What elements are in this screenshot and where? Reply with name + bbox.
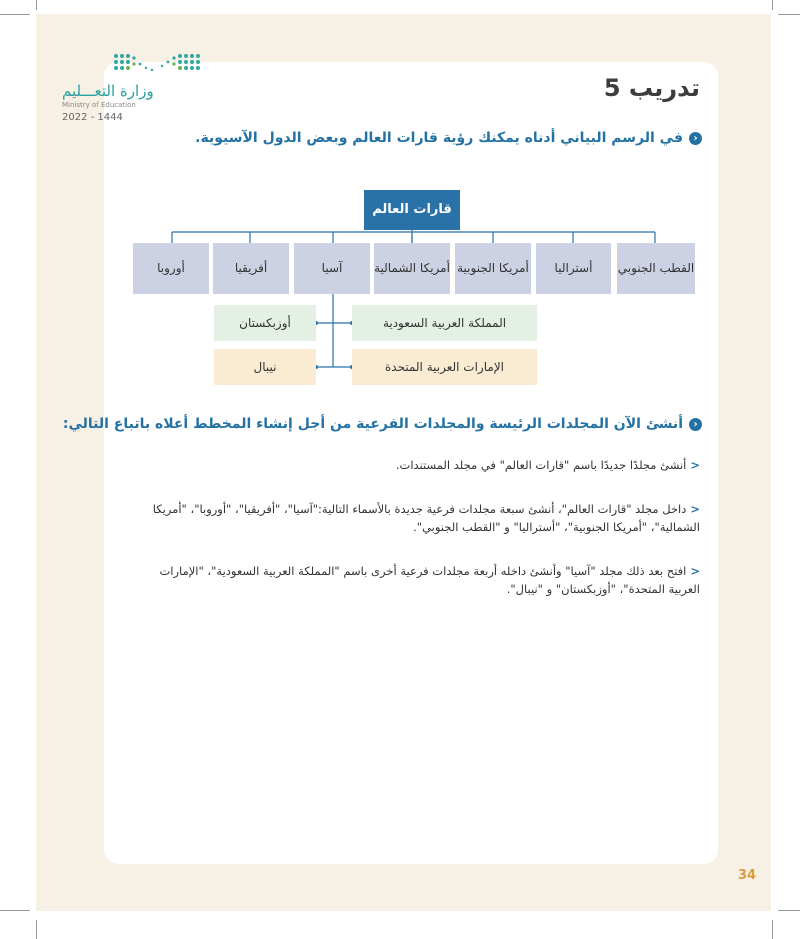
- chevron-icon: <: [690, 458, 700, 472]
- crop-mark: [0, 910, 30, 911]
- question-1: [195, 130, 702, 146]
- instruction-step: [140, 500, 700, 536]
- question-2-text: أنشئ الآن المجلدات الرئيسة والمجلدات الفرعية من أجل إنشاء المخطط أعلاه باتباع التالي:: [62, 416, 683, 432]
- instruction-step: [140, 562, 700, 598]
- country-node: المملكة العربية السعودية: [352, 305, 537, 341]
- crop-mark: [778, 910, 800, 911]
- instruction-step: [140, 456, 700, 474]
- crop-mark: [36, 920, 37, 939]
- crop-mark: [36, 0, 37, 10]
- country-node: الإمارات العربية المتحدة: [352, 349, 537, 385]
- continent-node: أستراليا: [536, 243, 611, 294]
- question-1-text: في الرسم البياني أدناه يمكنك رؤية قارات العالم وبعض الدول الآسيوية.: [195, 130, 683, 146]
- chevron-icon: <: [690, 502, 700, 516]
- continent-node: أفريقيا: [213, 243, 289, 294]
- instruction-step-text: أنشئ مجلدًا جديدًا باسم "قارات العالم" في مجلد المستندات.: [395, 458, 687, 472]
- continent-node: أوروبا: [133, 243, 209, 294]
- continent-node: آسيا: [294, 243, 370, 294]
- country-node: أوزبكستان: [214, 305, 316, 341]
- page-title: تدريب 5: [603, 74, 700, 102]
- chevron-bullet-icon: ‹: [689, 418, 702, 431]
- crop-mark: [772, 0, 773, 10]
- chevron-bullet-icon: ‹: [689, 132, 702, 145]
- page-number: 34: [738, 868, 757, 883]
- continent-node: أمريكا الشمالية: [374, 243, 450, 294]
- crop-mark: [772, 920, 773, 939]
- logo-english-text: Ministry of Education: [62, 101, 136, 109]
- continent-node: أمريكا الجنوبية: [455, 243, 531, 294]
- instruction-step-text: داخل مجلد "قارات العالم"، أنشئ سبعة مجلدات فرعية جديدة بالأسماء التالية:"آسيا"، "أفريقيا"، "أوروبا"، "أمريكا الشمالية"، "أمريكا الجنوبية"، "أستراليا" و "القطب الجنوبي".: [152, 502, 700, 534]
- ministry-logo-icon: [112, 52, 202, 78]
- country-node: نيبال: [214, 349, 316, 385]
- crop-mark: [778, 14, 800, 15]
- logo-arabic-text: وزارة التعـــليم: [62, 82, 154, 100]
- continent-node: القطب الجنوبي: [617, 243, 695, 294]
- chevron-icon: <: [690, 564, 700, 578]
- logo-year: 2022 - 1444: [62, 112, 123, 123]
- crop-mark: [0, 14, 30, 15]
- instruction-step-text: افتح بعد ذلك مجلد "آسيا" وأنشئ داخله أربعة مجلدات فرعية أخرى باسم "المملكة العربية السعودية"، "الإمارات العربية المتحدة"، "أوزبكستان" و "نيبال".: [159, 564, 700, 596]
- question-2: [63, 416, 702, 432]
- diagram-root-node: قارات العالم: [364, 190, 460, 230]
